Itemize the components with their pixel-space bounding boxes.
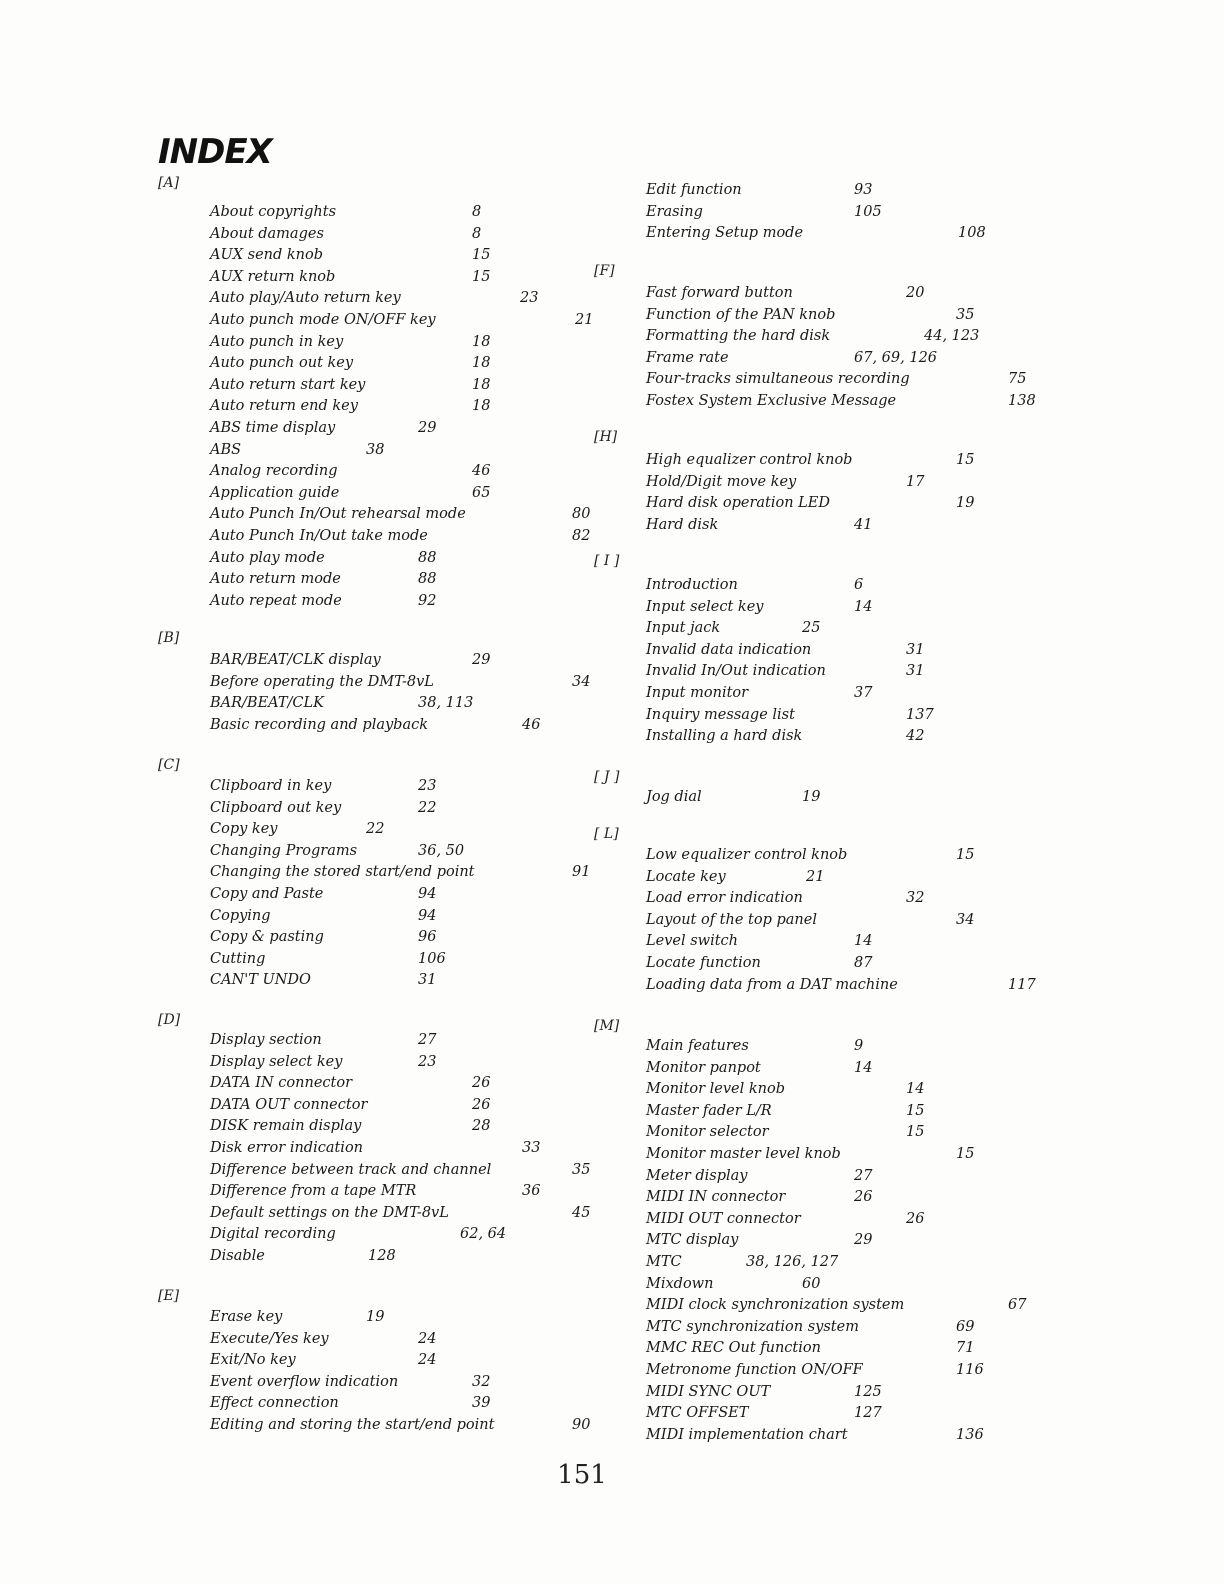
index-term: Auto play/Auto return key [210,290,401,307]
index-page-ref: 38, 113 [418,695,474,712]
section-heading: [ J ] [594,769,620,785]
index-page-ref: 60 [802,1275,821,1292]
index-term: MTC [646,1254,682,1270]
index-term: Clipboard in key [210,778,332,794]
index-page-ref: 19 [366,1309,385,1325]
index-term: Difference from a tape MTR [210,1183,417,1200]
index-page-ref: 15 [906,1102,925,1119]
section-heading: [F] [594,263,615,279]
index-page-ref: 37 [854,685,873,701]
index-term: Edit function [646,182,742,198]
index-term: Disable [210,1248,265,1264]
index-term: DATA IN connector [210,1075,353,1092]
index-term: Master fader L/R [646,1102,772,1119]
index-page-ref: 15 [906,1124,925,1141]
index-page-ref: 92 [418,592,437,609]
section-heading: [H] [594,429,618,445]
index-term: High equalizer control knob [646,452,853,468]
index-term: Fostex System Exclusive Message [646,393,897,409]
index-term: Analog recording [210,463,338,480]
index-page-ref: 21 [575,312,594,328]
index-page-ref: 34 [956,911,975,928]
index-term: Auto repeat mode [210,592,342,609]
index-term: MIDI SYNC OUT [646,1383,771,1400]
index-page-ref: 23 [418,1053,437,1070]
index-page-ref: 31 [906,641,925,658]
index-page-ref: 117 [1008,976,1036,993]
index-term: Digital recording [210,1226,336,1243]
index-term: AUX send knob [210,247,324,264]
index-page-ref: 28 [472,1118,491,1135]
index-page-ref: 8 [472,225,482,242]
index-page-ref: 96 [418,929,437,946]
index-term: Jog dial [646,789,702,805]
index-page-ref: 33 [522,1140,541,1156]
index-term: Monitor master level knob [646,1146,841,1162]
index-page-ref: 128 [368,1248,396,1264]
index-page-ref: 94 [418,907,437,924]
index-term: Formatting the hard disk [646,328,831,345]
index-page-ref: 69 [956,1318,975,1335]
index-page-ref: 93 [854,182,873,198]
index-page-ref: 88 [418,549,437,566]
index-term: MIDI implementation chart [646,1426,848,1443]
index-page-ref: 31 [906,663,925,680]
index-page-ref: 82 [572,528,591,544]
index-term: Layout of the top panel [646,911,817,928]
index-term: Cutting [210,950,266,967]
index-page-ref: 65 [472,484,491,501]
index-page-ref: 18 [472,355,491,372]
index-term: Locate key [646,868,726,885]
index-page-ref: 20 [906,285,925,301]
index-term: Auto return mode [210,571,341,588]
index-term: Auto punch mode ON/OFF key [210,312,436,328]
index-term: Mixdown [646,1275,714,1292]
index-term: DATA OUT connector [210,1096,368,1113]
index-term: Load error indication [646,890,803,907]
index-term: Loading data from a DAT machine [646,976,898,993]
index-term: Four-tracks simultaneous recording [646,371,910,388]
index-term: DISK remain display [210,1118,362,1135]
index-page-ref: 36, 50 [418,842,465,859]
index-page-ref: 18 [472,333,491,350]
section-heading: [M] [594,1018,620,1034]
index-term: Invalid In/Out indication [646,663,826,680]
index-term: About damages [210,225,324,242]
index-page-ref: 88 [418,571,437,588]
index-page-ref: 29 [472,652,491,668]
index-term: Before operating the DMT-8vL [210,673,434,690]
index-term: Default settings on the DMT-8vL [210,1204,449,1221]
index-page-ref: 17 [906,473,925,490]
index-term: Application guide [210,484,340,501]
index-page-ref: 15 [956,1146,975,1162]
index-term: Exit/No key [210,1352,296,1369]
index-term: Event overflow indication [210,1373,399,1390]
index-term: Erase key [210,1309,283,1325]
index-term: Hold/Digit move key [646,473,797,490]
index-page-ref: 23 [418,778,437,794]
index-term: Main features [646,1038,749,1054]
index-term: Auto punch in key [210,333,344,350]
index-page-ref: 35 [956,306,975,323]
index-term: Metronome function ON/OFF [646,1362,863,1378]
index-page-ref: 14 [854,598,873,615]
index-page-ref: 29 [854,1232,873,1249]
index-term: Auto play mode [210,549,325,566]
index-page-ref: 127 [854,1405,882,1422]
index-term: Monitor selector [646,1124,769,1141]
index-term: Auto punch out key [210,355,354,372]
index-term: Hard disk [646,516,719,533]
index-page-ref: 21 [806,868,825,885]
index-page-ref: 15 [472,247,491,264]
index-term: Clipboard out key [210,799,342,816]
index-term: Auto Punch In/Out take mode [210,528,428,544]
index-page-ref: 26 [906,1210,925,1227]
index-term: CAN'T UNDO [210,972,311,989]
index-page-ref: 108 [958,225,986,242]
index-term: Level switch [646,933,739,950]
index-page-ref: 27 [854,1167,873,1184]
index-page-ref: 35 [572,1161,591,1178]
section-heading: [A] [158,175,180,191]
index-page-ref: 15 [956,847,975,863]
index-term: Display select key [210,1053,343,1070]
index-term: MIDI IN connector [646,1189,786,1206]
index-page-ref: 29 [418,420,437,436]
index-page-ref: 46 [522,716,541,733]
index-page-ref: 32 [906,890,925,907]
index-term: Invalid data indication [646,641,812,658]
index-term: Execute/Yes key [210,1330,329,1347]
index-page-ref: 36 [522,1183,541,1200]
index-term: Input select key [646,598,764,615]
index-page-ref: 38 [366,441,385,458]
index-page-ref: 38, 126, 127 [746,1254,839,1270]
index-term: Inquiry message list [646,706,795,723]
index-term: About copyrights [210,204,337,220]
index-term: Copy and Paste [210,886,324,902]
index-page-ref: 75 [1008,371,1027,388]
index-term: Installing a hard disk [646,728,803,745]
index-page-ref: 67 [1008,1297,1027,1314]
index-page-ref: 23 [520,290,539,307]
index-term: Editing and storing the start/end point [210,1417,495,1433]
index-term: BAR/BEAT/CLK display [210,652,381,668]
section-heading: [B] [158,630,180,646]
index-page-ref: 22 [366,821,385,838]
index-term: Copying [210,907,271,924]
index-term: ABS time display [210,420,336,436]
index-page-ref: 14 [906,1081,925,1098]
index-term: Hard disk operation LED [646,495,831,512]
index-term: Auto return start key [210,376,366,393]
index-term: MIDI clock synchronization system [646,1297,905,1314]
index-page-ref: 80 [572,506,591,523]
index-page-ref: 42 [906,728,925,745]
index-page-ref: 94 [418,886,437,902]
index-page-ref: 18 [472,376,491,393]
index-term: Entering Setup mode [646,225,804,242]
index-page-ref: 18 [472,398,491,415]
index-page-ref: 46 [472,463,491,480]
index-term: Basic recording and playback [210,716,429,733]
index-term: MTC OFFSET [646,1405,749,1422]
index-term: Frame rate [646,349,729,366]
index-term: Display section [210,1032,322,1048]
section-heading: [D] [158,1012,181,1028]
index-term: BAR/BEAT/CLK [210,695,324,712]
index-page-ref: 125 [854,1383,882,1400]
index-term: Auto Punch In/Out rehearsal mode [210,506,466,523]
index-page-ref: 62, 64 [460,1226,507,1243]
index-page-ref: 44, 123 [924,328,980,345]
index-page-ref: 45 [572,1204,591,1221]
index-term: MTC synchronization system [646,1318,859,1335]
index-page-ref: 15 [956,452,975,468]
index-term: MIDI OUT connector [646,1210,801,1227]
index-page-ref: 24 [418,1330,437,1347]
index-page-ref: 26 [472,1096,491,1113]
index-page-ref: 24 [418,1352,437,1369]
index-term: Auto return end key [210,398,358,415]
index-page-ref: 41 [854,516,873,533]
index-term: Disk error indication [210,1140,364,1156]
index-term: Effect connection [210,1395,339,1412]
index-term: Input monitor [646,685,749,701]
index-term: Monitor level knob [646,1081,786,1098]
index-page-ref: 8 [472,204,482,220]
index-page-ref: 105 [854,203,882,220]
index-page-ref: 19 [956,495,975,512]
index-page-ref: 15 [472,268,491,285]
index-page-ref: 90 [572,1417,591,1433]
index-page-ref: 26 [472,1075,491,1092]
index-page-ref: 26 [854,1189,873,1206]
section-heading: [E] [158,1288,180,1304]
index-page-ref: 91 [572,864,591,881]
index-page-ref: 67, 69, 126 [854,349,938,366]
index-page-ref: 31 [418,972,437,989]
index-term: Difference between track and channel [210,1161,492,1178]
index-term: Meter display [646,1167,748,1184]
index-page-ref: 27 [418,1032,437,1048]
page-title: INDEX [158,132,272,172]
index-term: Copy & pasting [210,929,324,946]
section-heading: [ I ] [594,553,620,569]
index-page-ref: 137 [906,706,934,723]
index-term: Input jack [646,620,721,637]
index-term: Introduction [646,577,738,593]
page-number: 151 [557,1460,607,1490]
index-page-ref: 14 [854,1059,873,1076]
index-page-ref: 25 [802,620,821,637]
section-heading: [ L] [594,826,619,842]
index-term: Function of the PAN knob [646,306,836,323]
index-term: Changing Programs [210,842,358,859]
index-page-ref: 19 [802,789,821,805]
index-term: Locate function [646,955,761,971]
index-page-ref: 22 [418,799,437,816]
index-page-ref: 106 [418,950,446,967]
section-heading: [C] [158,757,180,773]
index-page-ref: 32 [472,1373,491,1390]
index-page-ref: 138 [1008,393,1036,409]
index-term: Fast forward button [646,285,793,301]
index-page-ref: 116 [956,1362,984,1378]
index-term: MTC display [646,1232,739,1249]
index-page-ref: 136 [956,1426,984,1443]
index-term: Erasing [646,203,703,220]
index-page-ref: 87 [854,955,873,971]
index-term: ABS [210,441,242,458]
index-term: Low equalizer control knob [646,847,848,863]
index-page-ref: 34 [572,673,591,690]
index-page-ref: 14 [854,933,873,950]
index-page-ref: 39 [472,1395,491,1412]
index-term: AUX return knob [210,268,336,285]
index-term: MMC REC Out function [646,1340,821,1357]
index-term: Copy key [210,821,278,838]
index-page-ref: 9 [854,1038,864,1054]
index-page-ref: 6 [854,577,864,593]
index-page-ref: 71 [956,1340,975,1357]
index-term: Changing the stored start/end point [210,864,475,881]
index-term: Monitor panpot [646,1059,761,1076]
